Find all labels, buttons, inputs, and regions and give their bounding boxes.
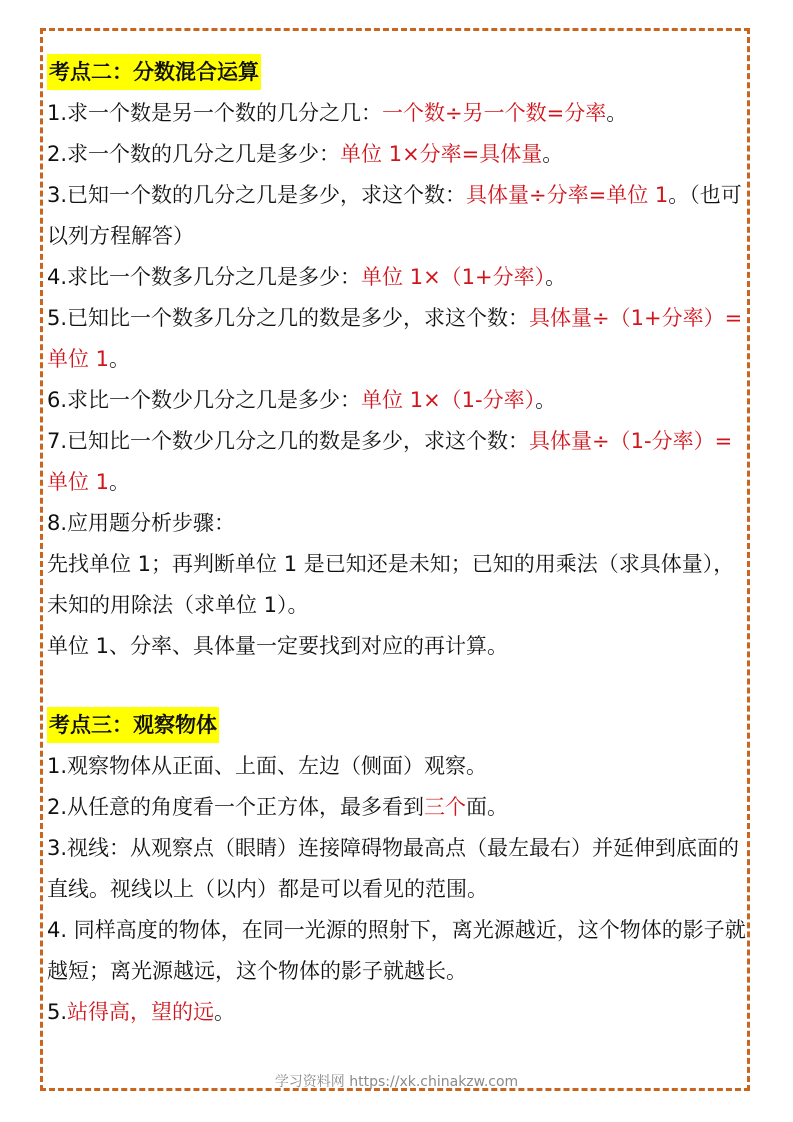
emphasis-text: 站得高，望的远: [67, 1000, 215, 1024]
formula: 具体量÷分率=单位 1: [466, 183, 669, 207]
formula: 具体量÷（1-分率）=单位 1: [47, 429, 733, 494]
section-fraction-operations: [47, 52, 747, 667]
list-item: 4.求比一个数多几分之几是多少：单位 1×（1+分率）。: [47, 265, 567, 289]
section-observing-objects: [47, 705, 747, 1033]
list-item: 2.求一个数的几分之几是多少：单位 1×分率=具体量。: [47, 142, 564, 166]
list-item: 5.已知比一个数多几分之几的数是多少，求这个数：具体量÷（1+分率）=单位 1。: [47, 306, 743, 371]
formula: 单位 1×（1+分率）: [361, 265, 546, 289]
analysis-note: 单位 1、分率、具体量一定要找到对应的再计算。: [47, 634, 509, 658]
list-item: 5.站得高，望的远。: [47, 1000, 236, 1024]
formula: 具体量÷（1+分率）=单位 1: [47, 306, 743, 371]
section-title: 考点三：观察物体: [47, 707, 219, 743]
list-item: 1.求一个数是另一个数的几分之几：一个数÷另一个数=分率。: [47, 101, 628, 125]
footer-watermark: 学习资料网 https://xk.chinakzw.com: [274, 1074, 519, 1090]
section-title: 考点二：分数混合运算: [47, 54, 261, 90]
list-item: 1.观察物体从正面、上面、左边（侧面）观察。: [47, 754, 488, 778]
list-item: 7.已知比一个数少几分之几的数是多少，求这个数：具体量÷（1-分率）=单位 1。: [47, 429, 733, 494]
list-item: 3.视线：从观察点（眼睛）连接障碍物最高点（最左最右）并延伸到底面的直线。视线以上（以内）都是可以看见的范围。: [47, 836, 740, 901]
list-item: 3.已知一个数的几分之几是多少，求这个数：具体量÷分率=单位 1。（也可以列方程解答）: [47, 183, 742, 248]
section-spacer: [47, 667, 747, 705]
list-item: 4. 同样高度的物体，在同一光源的照射下，离光源越近，这个物体的影子就越短；离光源越远，这个物体的影子就越长。: [47, 918, 746, 983]
document-body: [47, 52, 747, 1033]
list-item: 2.从任意的角度看一个正方体，最多看到三个面。: [47, 795, 509, 819]
emphasis-text: 三个: [424, 795, 467, 819]
formula: 一个数÷另一个数=分率: [382, 101, 607, 125]
list-item: 6.求比一个数少几分之几是多少：单位 1×（1-分率）。: [47, 388, 557, 412]
list-item-heading: 8.应用题分析步骤：: [47, 511, 236, 535]
analysis-steps: 先找单位 1；再判断单位 1 是已知还是未知；已知的用乘法（求具体量），未知的用除法（求单位 1）。: [47, 552, 735, 617]
formula: 单位 1×（1-分率）: [361, 388, 536, 412]
formula: 单位 1×分率=具体量: [340, 142, 543, 166]
